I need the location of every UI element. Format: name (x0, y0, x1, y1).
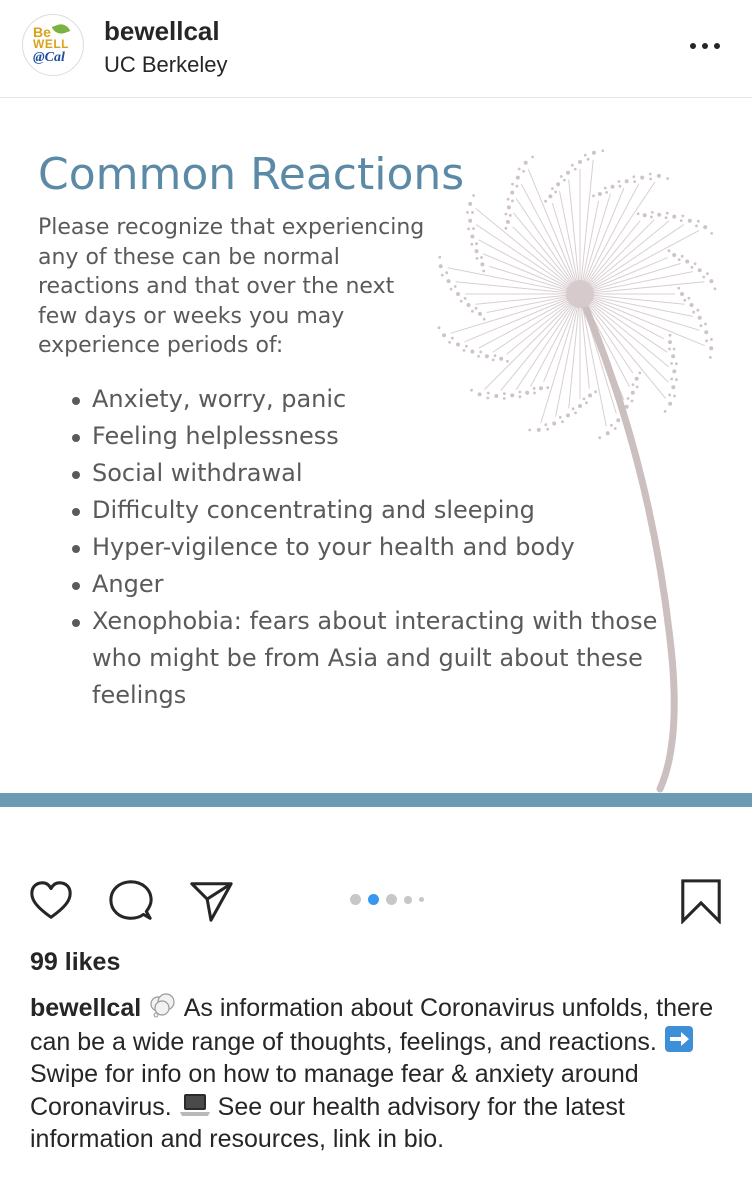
more-options-icon[interactable] (690, 38, 730, 54)
location[interactable]: UC Berkeley (104, 52, 228, 77)
laptop-icon (179, 1092, 211, 1118)
caption-text-3: See our health advisory for the latest information and resources, link in bio. (30, 1092, 625, 1153)
list-item: Anxiety, worry, panic (70, 381, 690, 418)
caption-text-1: As information about Coronavirus unfolds, there can be a wide range of thoughts, feelings, and reactions. (30, 994, 714, 1056)
carousel-dot (350, 894, 361, 905)
carousel-dot (419, 897, 424, 902)
avatar-text-be: Be (33, 24, 51, 40)
bookmark-icon[interactable] (678, 878, 724, 924)
caption-username[interactable]: bewellcal (30, 994, 142, 1022)
heart-icon[interactable] (28, 878, 74, 924)
right-arrow-icon (664, 1025, 694, 1053)
leaf-icon (52, 22, 70, 37)
list-item: Hyper-vigilence to your health and body (70, 529, 690, 566)
thought-balloon-icon (148, 993, 178, 1019)
avatar[interactable] (22, 14, 84, 76)
avatar-text-cal: @Cal (33, 50, 65, 65)
likes-count[interactable]: 99 likes (30, 948, 121, 976)
comment-icon[interactable] (108, 878, 154, 924)
caption (30, 992, 730, 1156)
list-item: Difficulty concentrating and sleeping (70, 492, 690, 529)
carousel-dot (368, 894, 379, 905)
list-item: Xenophobia: fears about interacting with those who might be from Asia and guilt about these feelings (70, 603, 690, 714)
avatar-text-well: WELL (33, 37, 69, 51)
list-item: Anger (70, 566, 690, 603)
carousel-dot (404, 896, 412, 904)
carousel-dot (386, 894, 397, 905)
reactions-list (70, 381, 690, 714)
post-intro: Please recognize that experiencing any of these can be normal reactions and that over the next few days or weeks you may experience periods of: (38, 215, 425, 358)
list-item: Social withdrawal (70, 455, 690, 492)
post-image[interactable] (0, 99, 752, 809)
post-title: Common Reactions (38, 149, 465, 200)
post-header (0, 0, 752, 98)
username[interactable]: bewellcal (104, 16, 220, 46)
carousel-indicator (350, 894, 424, 905)
list-item: Feeling helplessness (70, 418, 690, 455)
caption-text-2: Swipe for info on how to manage fear & anxiety around Coronavirus. (30, 1060, 639, 1121)
bottom-rule (0, 793, 752, 807)
share-icon[interactable] (188, 878, 234, 924)
